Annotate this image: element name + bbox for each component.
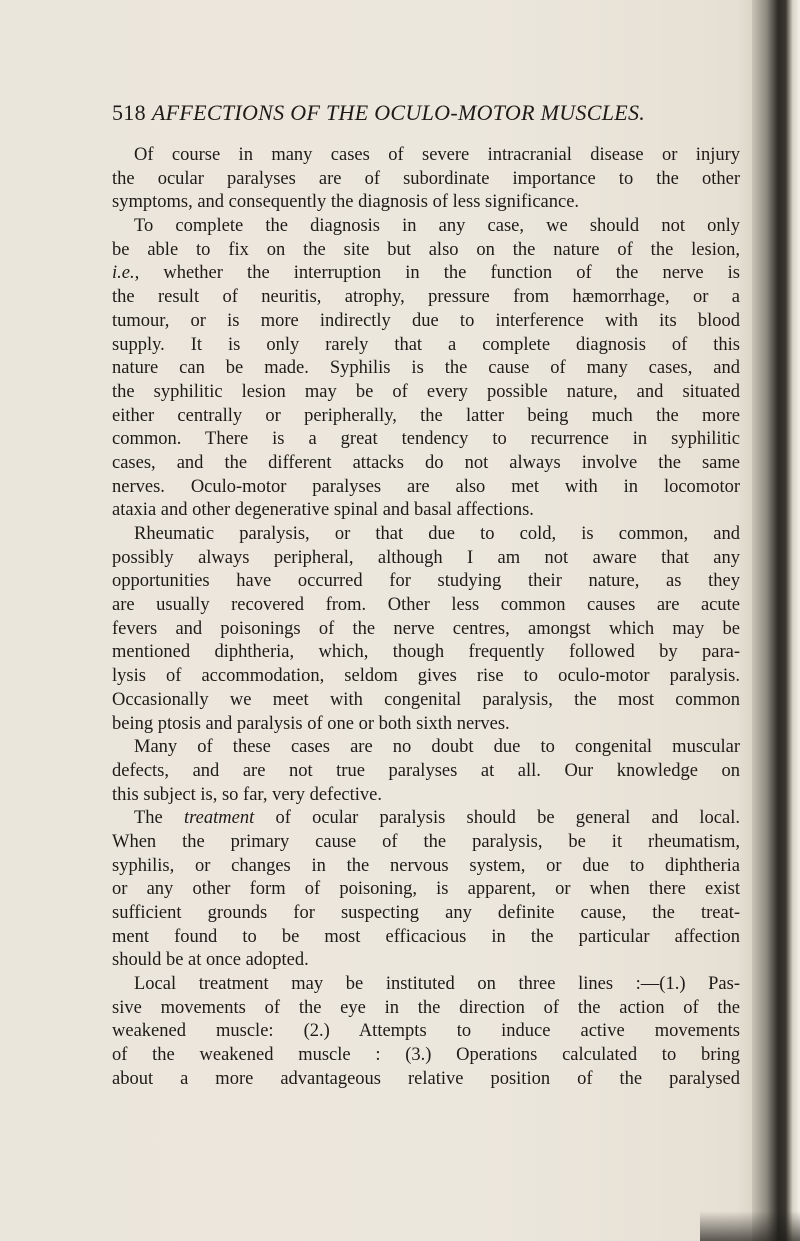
text-line: lysis of accommodation, seldom gives rise to oculo-motor paralysis. bbox=[112, 666, 740, 687]
text-line: Rheumatic paralysis, or that due to cold, is common, and bbox=[134, 524, 740, 544]
running-head bbox=[112, 100, 752, 126]
body-text bbox=[112, 144, 740, 1092]
text-line: opportunities have occurred for studying their nature, as they bbox=[112, 571, 740, 592]
text-line: nerves. Oculo-motor paralyses are also met with in locomotor bbox=[112, 476, 740, 497]
text-line: should be at once adopted. bbox=[112, 950, 309, 971]
text-line: syphilis, or changes in the nervous system, or due to diphtheria bbox=[112, 855, 740, 876]
text-line: sive movements of the eye in the direction of the action of the bbox=[112, 997, 740, 1018]
chapter-title: AFFECTIONS OF THE OCULO-MOTOR MUSCLES. bbox=[151, 100, 646, 125]
text-line: possibly always peripheral, although I am not aware that any bbox=[112, 547, 740, 568]
text-line: fevers and poisonings of the nerve centres, amongst which may be bbox=[112, 618, 740, 639]
text-line: supply. It is only rarely that a complete diagnosis of this bbox=[112, 334, 740, 355]
text-line: The treatment of ocular paralysis should be general and local. bbox=[134, 808, 740, 829]
text-line: the syphilitic lesion may be of every possible nature, and situated bbox=[112, 381, 740, 402]
text-line: Many of these cases are no doubt due to congenital muscular bbox=[134, 737, 740, 758]
text-line: Of course in many cases of severe intracranial disease or injury bbox=[134, 145, 740, 165]
text-line: To complete the diagnosis in any case, we should not only bbox=[134, 216, 740, 237]
text-line: tumour, or is more indirectly due to interference with its blood bbox=[112, 310, 740, 331]
text-line: ment found to be most efficacious in the particular affection bbox=[112, 926, 740, 947]
page-number: 518 bbox=[112, 100, 146, 125]
page-edge-shadow bbox=[752, 0, 800, 1241]
text-line: i.e., whether the interruption in the function of the nerve is bbox=[112, 263, 740, 284]
text-line: are usually recovered from. Other less common causes are acute bbox=[112, 595, 740, 616]
text-line: about a more advantageous relative position of the paralysed bbox=[112, 1068, 740, 1089]
text-line: sufficient grounds for suspecting any definite cause, the treat- bbox=[112, 903, 740, 923]
text-line: of the weakened muscle : (3.) Operations calculated to bring bbox=[112, 1045, 740, 1066]
text-line: weakened muscle: (2.) Attempts to induce active movements bbox=[112, 1021, 740, 1042]
text-line: common. There is a great tendency to recurrence in syphilitic bbox=[112, 429, 740, 450]
text-line: symptoms, and consequently the diagnosis of less significance. bbox=[112, 192, 580, 213]
text-line: this subject is, so far, very defective. bbox=[112, 784, 382, 805]
text-line: the result of neuritis, atrophy, pressure from hæmorrhage, or a bbox=[112, 287, 740, 308]
text-line: ataxia and other degenerative spinal and basal affections. bbox=[112, 500, 534, 521]
text-line: or any other form of poisoning, is apparent, or when there exist bbox=[112, 879, 740, 900]
text-line: nature can be made. Syphilis is the cause of many cases, and bbox=[112, 358, 740, 379]
text-line: being ptosis and paralysis of one or both sixth nerves. bbox=[112, 713, 510, 734]
text-line: be able to fix on the site but also on the nature of the lesion, bbox=[112, 239, 740, 260]
text-line: either centrally or peripherally, the latter being much the more bbox=[112, 405, 740, 426]
page-corner-shadow bbox=[700, 1211, 800, 1241]
text-line: Occasionally we meet with congenital paralysis, the most common bbox=[112, 689, 740, 710]
text-line: mentioned diphtheria, which, though frequently followed by para- bbox=[112, 642, 740, 663]
text-line: Local treatment may be instituted on three lines :—(1.) Pas- bbox=[134, 974, 740, 995]
text-line: When the primary cause of the paralysis, be it rheumatism, bbox=[112, 831, 740, 852]
text-line: the ocular paralyses are of subordinate importance to the other bbox=[112, 168, 740, 189]
text-line: cases, and the different attacks do not always involve the same bbox=[112, 452, 740, 473]
text-line: defects, and are not true paralyses at all. Our knowledge on bbox=[112, 760, 740, 781]
